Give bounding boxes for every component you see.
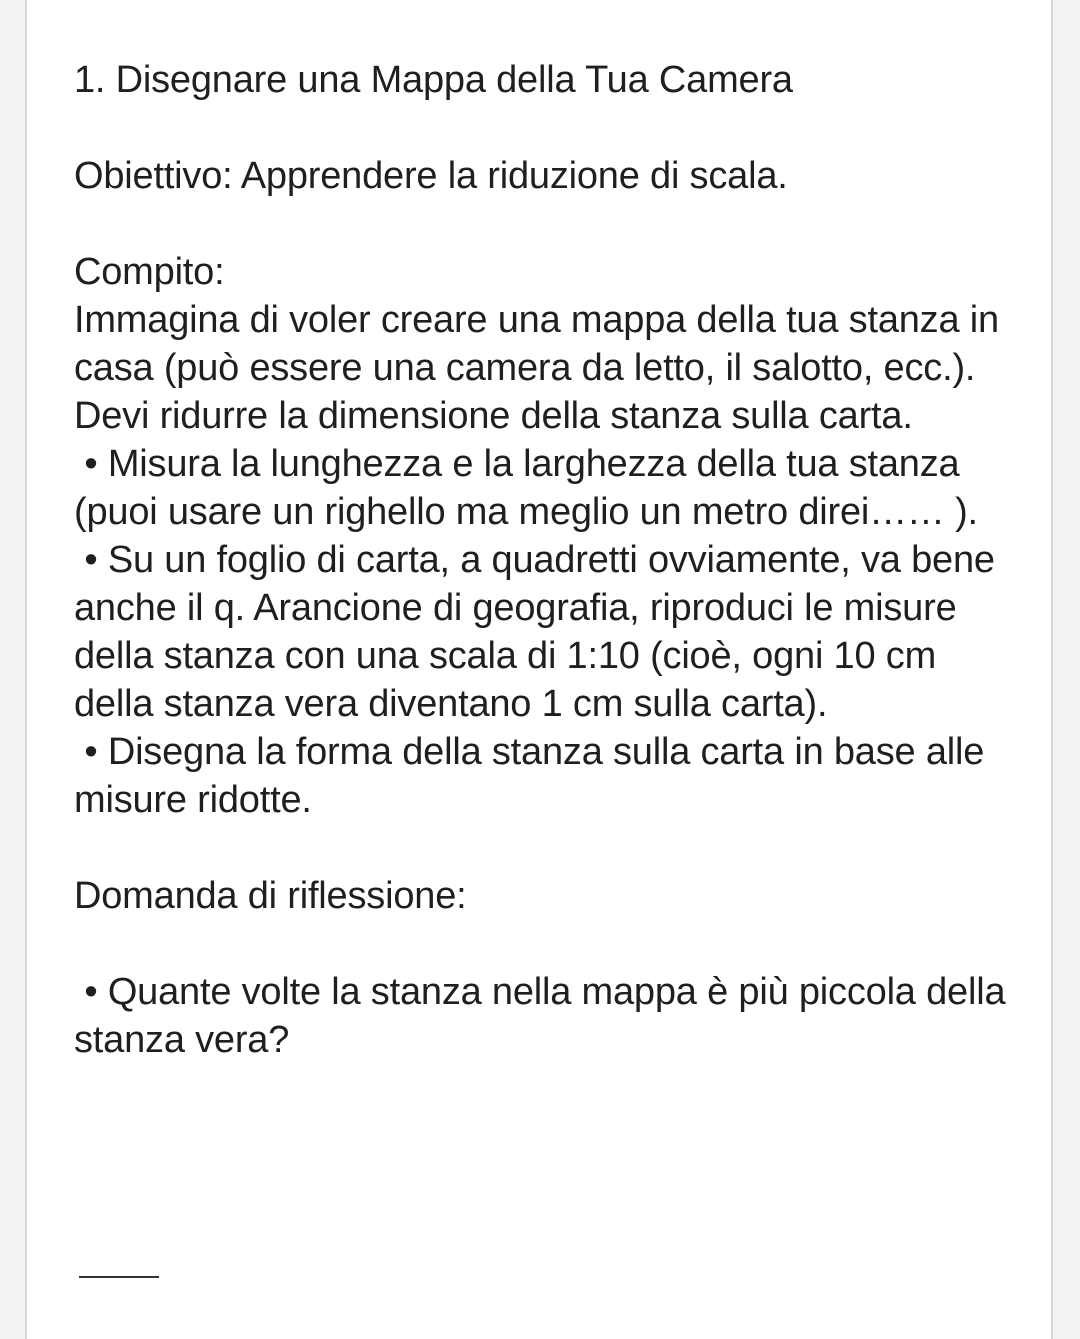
spacer [74,920,1009,968]
task-heading: Compito: [74,251,225,293]
bullet-item-measure: • Misura la lunghezza e la larghezza della tua stanza (puoi usare un righello ma meglio un metro direi…… ). [74,443,978,533]
bullet-item-draw: • Disegna la forma della stanza sulla carta in base alle misure ridotte. [74,731,995,821]
reflection-heading: Domanda di riflessione: [74,875,467,917]
spacer [74,104,1009,152]
document-page [25,0,1053,1339]
document-body [74,56,1016,1064]
spacer [74,824,1009,872]
spacer [74,200,1009,248]
document-title: 1. Disegnare una Mappa della Tua Camera [74,59,793,101]
objective-text: Obiettivo: Apprendere la riduzione di scala. [74,155,788,197]
reflection-question: • Quante volte la stanza nella mappa è più piccola della stanza vera? [74,971,1016,1061]
task-text: Immagina di voler creare una mappa della tua stanza in casa (può essere una camera da letto, il salotto, ecc.). Devi ridurre la dimensione della stanza sulla carta. [74,299,1010,437]
answer-line [79,1276,159,1278]
bullet-item-scale: • Su un foglio di carta, a quadretti ovviamente, va bene anche il q. Arancione di geografia, riproduci le misure della stanza con una scala di 1:10 (cioè, ogni 10 cm della stanza vera diventano 1 cm sulla carta). [74,539,1006,725]
